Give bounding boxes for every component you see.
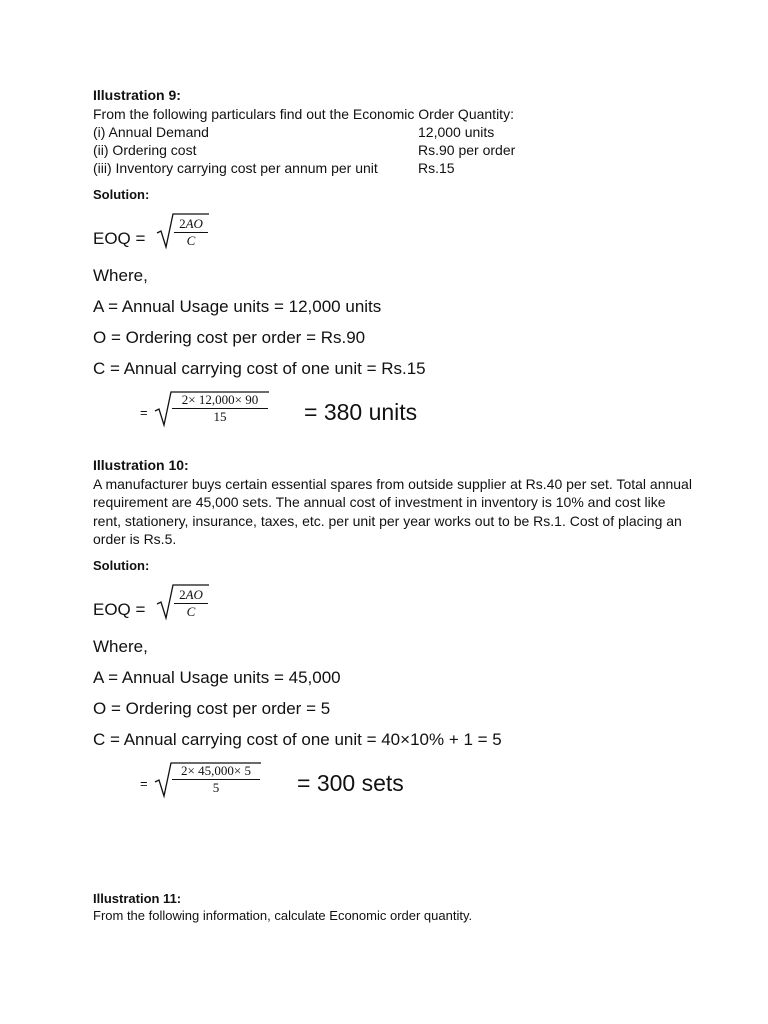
- where-label: Where,: [93, 637, 148, 656]
- item-label-annual-demand: (i) Annual Demand: [93, 124, 209, 140]
- calc-result: = 380 units: [304, 399, 418, 425]
- formula-two: 2: [179, 587, 186, 602]
- item-label-carrying-cost: (iii) Inventory carrying cost per annum per unit: [93, 160, 378, 176]
- illustration-9-heading: Illustration 9:: [93, 87, 181, 103]
- calc-result: = 300 sets: [297, 770, 404, 796]
- eoq-formula-fraction: [174, 216, 208, 249]
- calc-numerator: 2× 45,000× 5: [181, 763, 251, 778]
- illustration-9-intro: From the following particulars find out the Economic Order Quantity:: [93, 106, 514, 122]
- solution-label: Solution:: [93, 187, 150, 202]
- eoq-label: EOQ =: [93, 600, 146, 619]
- calc-fraction: [172, 392, 268, 425]
- definition-o: O = Ordering cost per order = Rs.90: [93, 328, 366, 347]
- calc-equals: =: [140, 776, 148, 791]
- illustration-11-heading: Illustration 11:: [93, 891, 182, 906]
- eoq-formula-fraction: [174, 587, 208, 620]
- illustration-10-text: A manufacturer buys certain essential spares from outside supplier at Rs.40 per set. Total annual requirement are 45,000 sets. The annual cost of investment in inventory is 10% and cost like rent, stationery, insurance, taxes, etc. per unit per year works out to be Rs.1. Cost of placing an order is Rs.5.: [93, 476, 692, 547]
- formula-ao: AO: [185, 587, 203, 602]
- where-label: Where,: [93, 266, 148, 285]
- calc-denominator: 5: [212, 780, 220, 795]
- calc-denominator: 15: [213, 409, 227, 424]
- calc-equals: =: [140, 405, 148, 420]
- formula-c: C: [186, 233, 196, 248]
- calc-numerator: 2× 12,000× 90: [181, 392, 259, 407]
- definition-a: A = Annual Usage units = 12,000 units: [93, 297, 382, 316]
- formula-c: C: [186, 604, 196, 619]
- solution-label: Solution:: [93, 558, 150, 573]
- definition-c: C = Annual carrying cost of one unit = 40×10% + 1 = 5: [93, 730, 502, 749]
- illustration-10-heading: Illustration 10:: [93, 457, 189, 473]
- item-value-ordering-cost: Rs.90 per order: [418, 142, 516, 158]
- formula-two: 2: [179, 216, 186, 231]
- formula-ao: AO: [185, 216, 203, 231]
- definition-o: O = Ordering cost per order = 5: [93, 699, 331, 718]
- item-label-ordering-cost: (ii) Ordering cost: [93, 142, 197, 158]
- eoq-label: EOQ =: [93, 229, 146, 248]
- illustration-11-text: From the following information, calculate Economic order quantity.: [93, 908, 473, 923]
- item-value-annual-demand: 12,000 units: [418, 124, 495, 140]
- definition-c: C = Annual carrying cost of one unit = Rs.15: [93, 359, 426, 378]
- definition-a: A = Annual Usage units = 45,000: [93, 668, 341, 687]
- item-value-carrying-cost: Rs.15: [418, 160, 455, 176]
- calc-fraction: [172, 763, 260, 796]
